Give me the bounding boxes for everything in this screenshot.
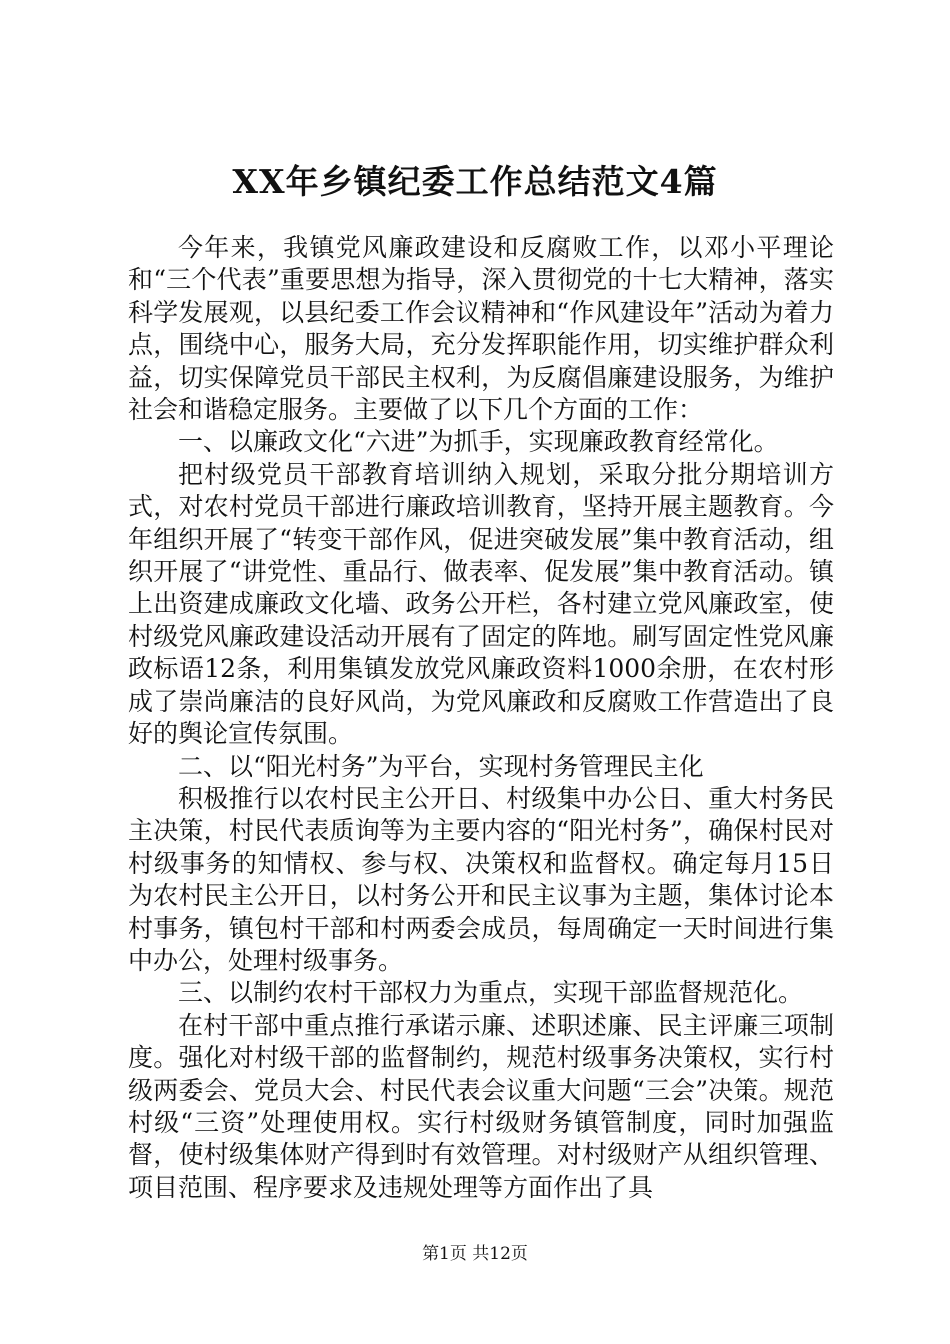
section-paragraph-1: 把村级党员干部教育培训纳入规划，采取分批分期培训方式，对农村党员干部进行廉政培训教育，坚持开展主题教育。今年组织开展了“转变干部作风，促进突破发展”集中教育活动，组织开展了“讲党性、重品行、做表率、促发展”集中教育活动。镇上出资建成廉政文化墙、政务公开栏，各村建立党风廉政室，使村级党风廉政建设活动开展有了固定的阵地。刷写固定性党风廉政标语12条，利用集镇发放党风廉政资料1000余册，在农村形成了崇尚廉洁的良好风尚，为党风廉政和反腐败工作营造出了良好的舆论宣传氛围。 [128,459,834,749]
document-body [128,232,834,1204]
section-paragraph-2: 积极推行以农村民主公开日、村级集中办公日、重大村务民主决策，村民代表质询等为主要内容的“阳光村务”，确保村民对村级事务的知情权、参与权、决策权和监督权。确定每月15日为农村民主公开日，以村务公开和民主议事为主题，集体讨论本村事务，镇包村干部和村两委会成员，每周确定一天时间进行集中办公，处理村级事务。 [128,783,834,975]
section-heading-3: 三、以制约农村干部权力为重点，实现干部监督规范化。 [178,978,804,1008]
intro-paragraph: 今年来，我镇党风廉政建设和反腐败工作，以邓小平理论和“三个代表”重要思想为指导，深入贯彻党的十七大精神，落实科学发展观，以县纪委工作会议精神和“作风建设年”活动为着力点，围绕中心，服务大局，充分发挥职能作用，切实维护群众利益，切实保障党员干部民主权利，为反腐倡廉建设服务，为维护社会和谐稳定服务。主要做了以下几个方面的工作： [128,233,834,425]
section-heading-1: 一、以廉政文化“六进”为抓手，实现廉政教育经常化。 [178,427,779,457]
page-footer: 第1页 共12页 [422,1244,528,1264]
section-paragraph-3: 在村干部中重点推行承诺示廉、述职述廉、民主评廉三项制度。强化对村级干部的监督制约，规范村级事务决策权，实行村级两委会、党员大会、村民代表会议重大问题“三会”决策。规范村级“三资”处理使用权。实行村级财务镇管制度，同时加强监督，使村级集体财产得到时有效管理。对村级财产从组织管理、项目范围、程序要求及违规处理等方面作出了具 [128,1010,834,1202]
section-heading-2: 二、以“阳光村务”为平台，实现村务管理民主化 [178,751,704,781]
document-title: XX年乡镇纪委工作总结范文4篇 [232,162,718,201]
